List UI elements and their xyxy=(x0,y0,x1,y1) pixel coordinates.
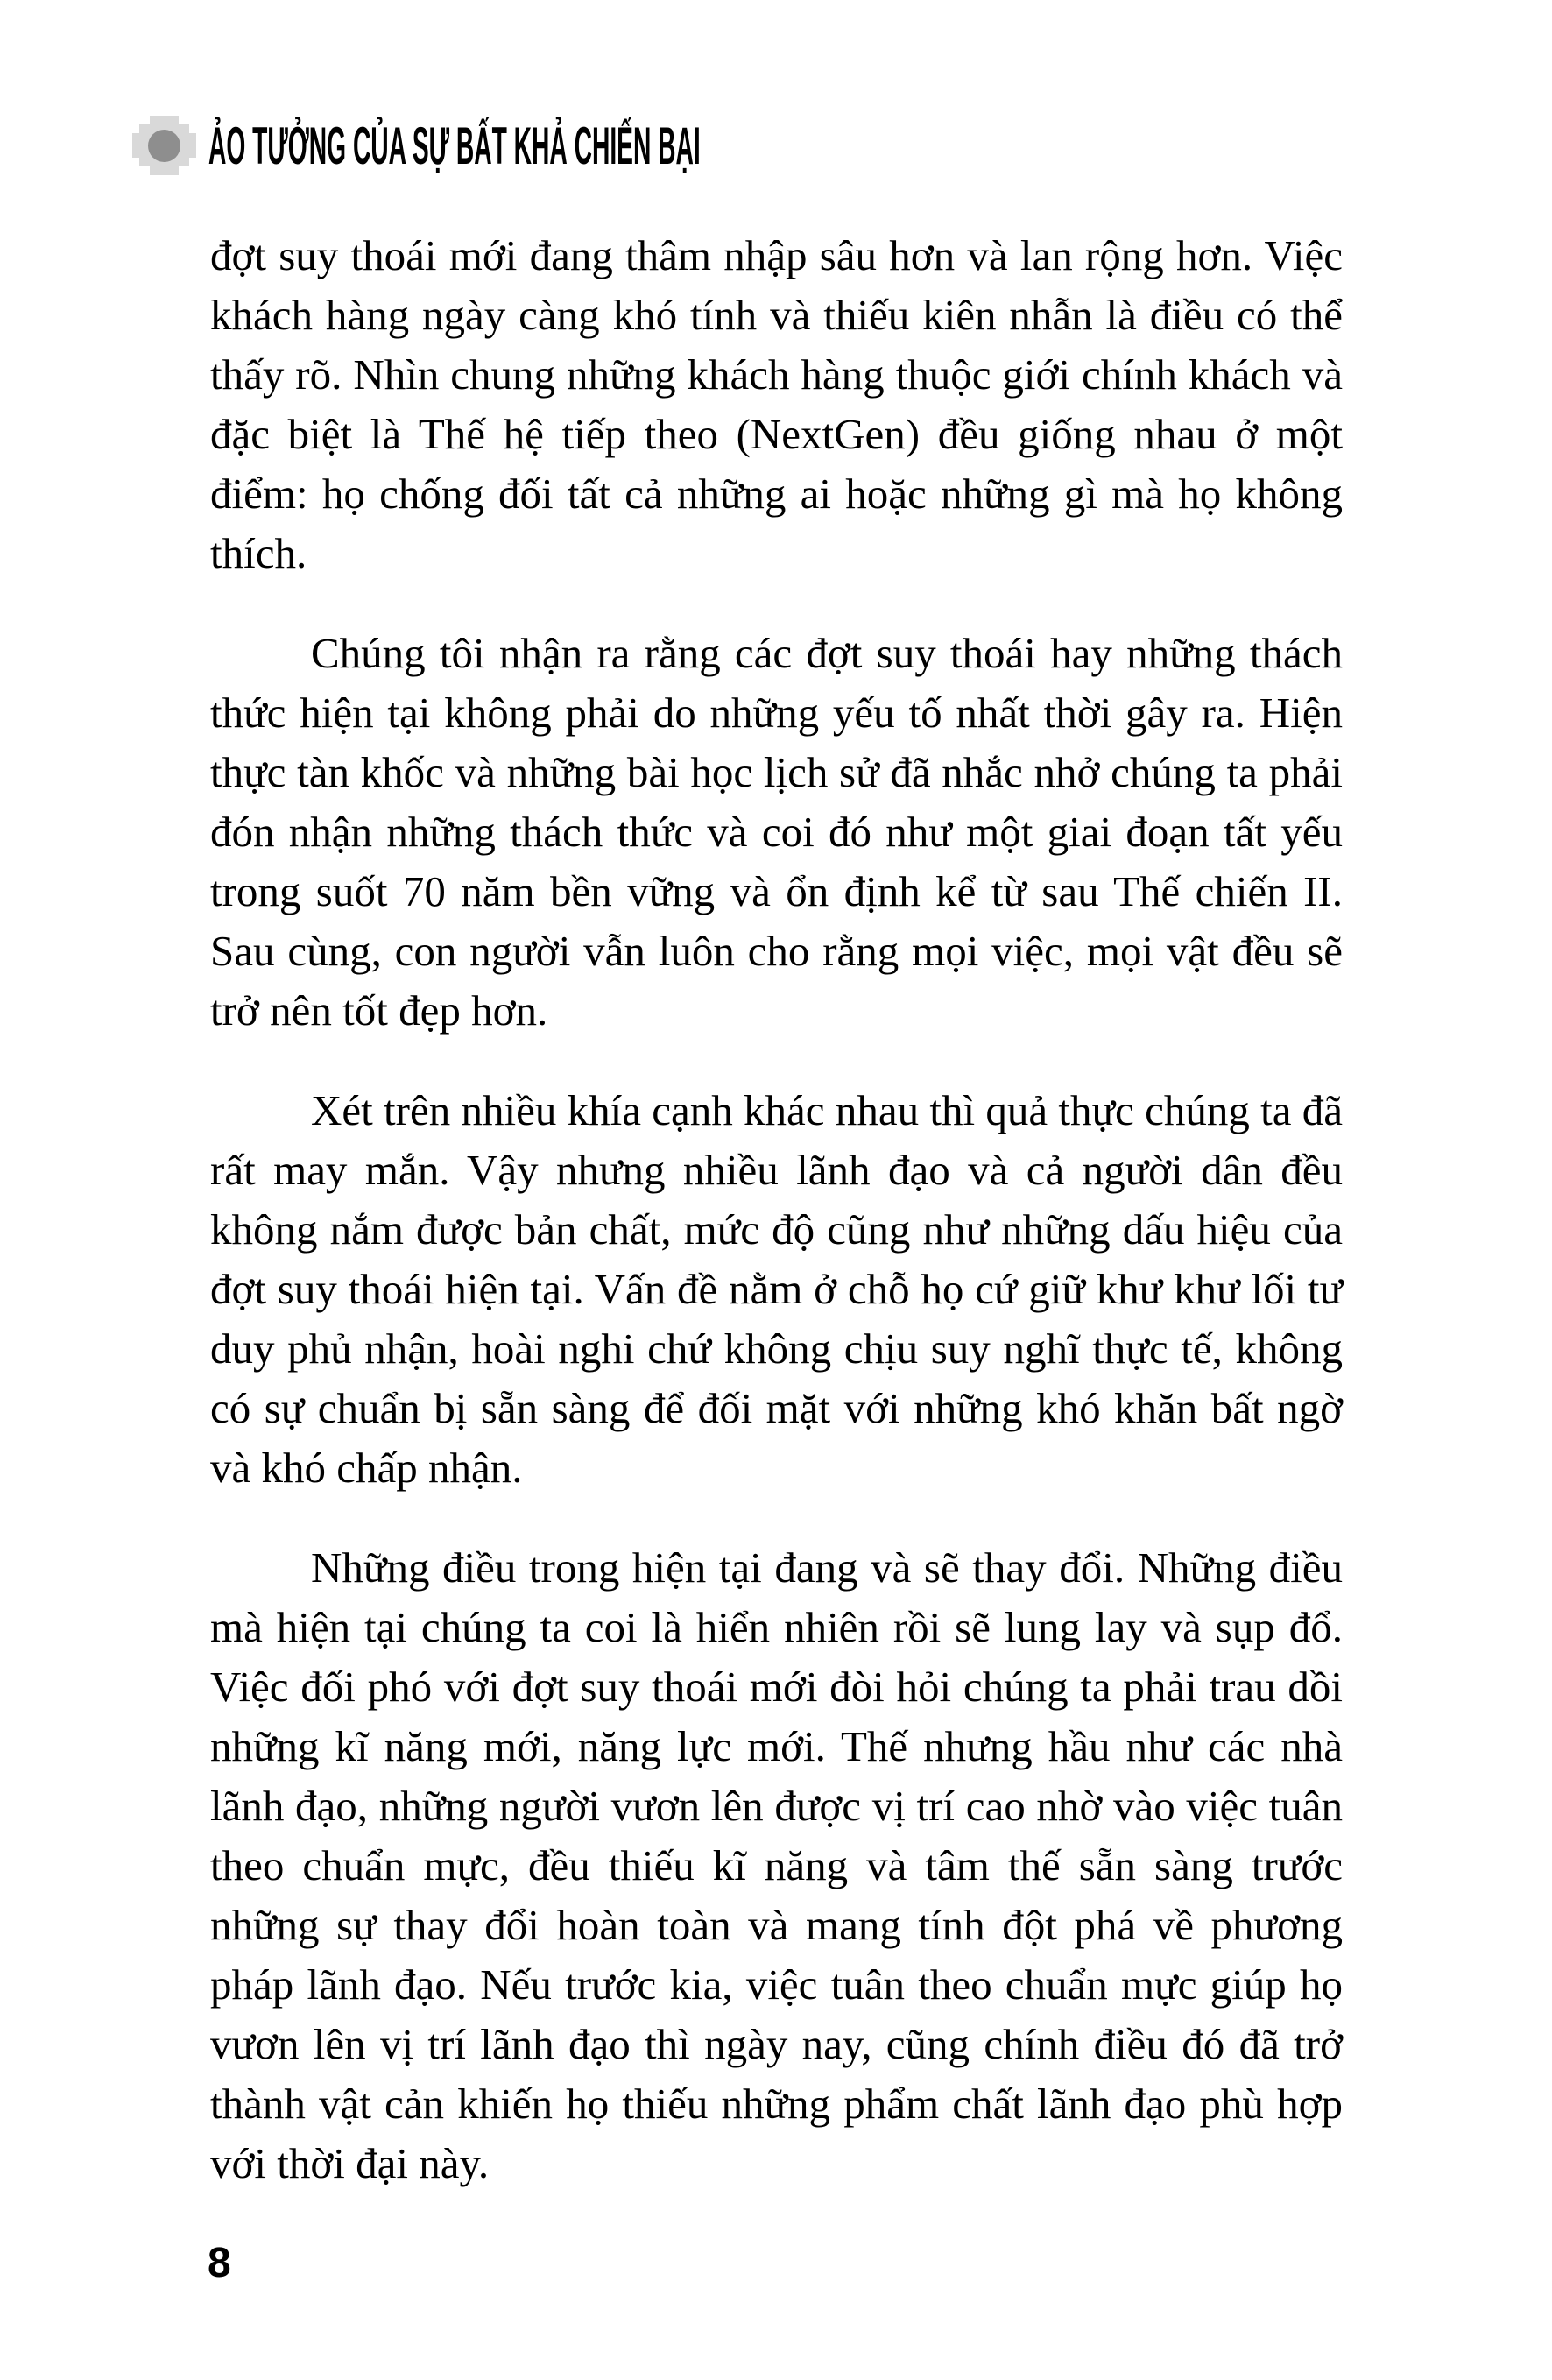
paragraph-1: đợt suy thoái mới đang thâm nhập sâu hơn và lan rộng hơn. Việc khách hàng ngày càng khó tính và thiếu kiên nhẫn là điều có thể thấy rõ. Nhìn chung những khách hàng thuộc giới chính khách và đặc biệt là Thế hệ tiếp theo (NextGen) đều giống nhau ở một điểm: họ chống đối tất cả những ai hoặc những gì mà họ không thích. xyxy=(210,231,1343,577)
gear-icon-center-circle xyxy=(148,130,180,162)
running-head-title: ẢO TƯỞNG CỦA SỰ BẤT KHẢ CHIẾN BẠI xyxy=(208,117,701,175)
page-number: 8 xyxy=(208,2240,231,2286)
paragraph-2: Chúng tôi nhận ra rằng các đợt suy thoái hay những thách thức hiện tại không phải do những yếu tố nhất thời gây ra. Hiện thực tàn khốc và những bài học lịch sử đã nhắc nhở chúng ta phải đón nhận những thách thức và coi đó như một giai đoạn tất yếu trong suốt 70 năm bền vững và ổn định kể từ sau Thế chiến II. Sau cùng, con người vẫn luôn cho rằng mọi việc, mọi vật đều sẽ trở nên tốt đẹp hơn. xyxy=(210,629,1343,1035)
running-head xyxy=(132,114,1255,175)
page-body xyxy=(210,226,1343,2234)
paragraph-4: Những điều trong hiện tại đang và sẽ thay đổi. Những điều mà hiện tại chúng ta coi là hiển nhiên rồi sẽ lung lay và sụp đổ. Việc đối phó với đợt suy thoái mới đòi hỏi chúng ta phải trau dồi những kĩ năng mới, năng lực mới. Thế nhưng hầu như các nhà lãnh đạo, những người vươn lên được vị trí cao nhờ vào việc tuân theo chuẩn mực, đều thiếu kĩ năng và tâm thế sẵn sàng trước những sự thay đổi hoàn toàn và mang tính đột phá về phương pháp lãnh đạo. Nếu trước kia, việc tuân theo chuẩn mực giúp họ vươn lên vị trí lãnh đạo thì ngày nay, cũng chính điều đó đã trở thành vật cản khiến họ thiếu những phẩm chất lãnh đạo phù hợp với thời đại này. xyxy=(210,1543,1343,2187)
paragraph-3: Xét trên nhiều khía cạnh khác nhau thì quả thực chúng ta đã rất may mắn. Vậy nhưng nhiều lãnh đạo và cả người dân đều không nắm được bản chất, mức độ cũng như những dấu hiệu của đợt suy thoái hiện tại. Vấn đề nằm ở chỗ họ cứ giữ khư khư lối tư duy phủ nhận, hoài nghi chứ không chịu suy nghĩ thực tế, không có sự chuẩn bị sẵn sàng để đối mặt với những khó khăn bất ngờ và khó chấp nhận. xyxy=(210,1086,1343,1492)
stepped-gear-icon xyxy=(132,116,196,175)
